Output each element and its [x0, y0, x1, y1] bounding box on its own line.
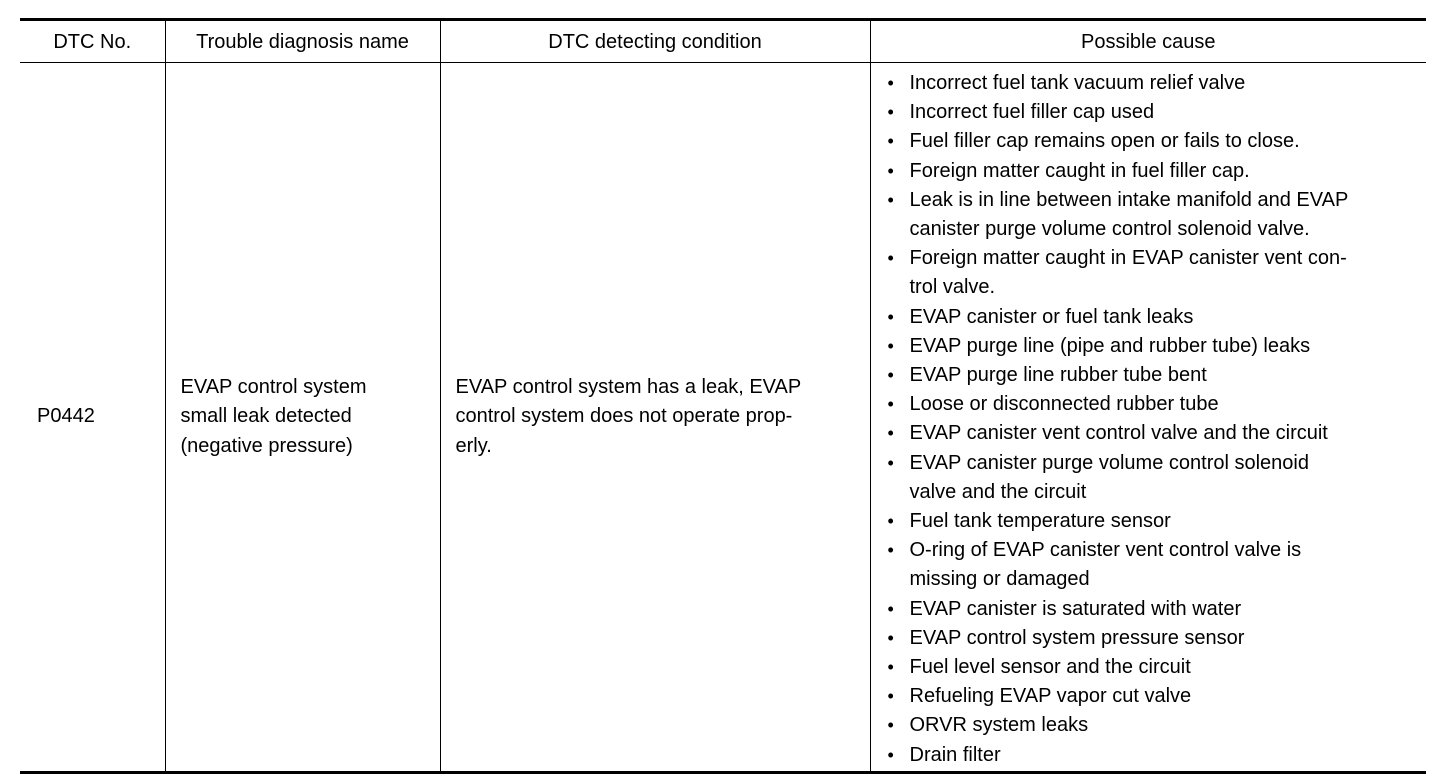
cause-text [910, 419, 1427, 448]
cause-text [910, 157, 1427, 186]
cause-line: Fuel tank temperature sensor [909, 510, 1171, 533]
cause-line: EVAP canister vent control valve and the circuit [909, 422, 1328, 445]
bullet-icon: • [887, 102, 894, 123]
cause-list-item [888, 536, 1427, 594]
cause-list-item [888, 595, 1427, 624]
cause-list-item [888, 244, 1427, 302]
cause-list-item [888, 711, 1427, 740]
bullet-icon: • [887, 73, 894, 93]
cause-line: EVAP purge line (pipe and rubber tube) leaks [909, 334, 1311, 357]
cause-line: EVAP control system pressure sensor [909, 626, 1245, 649]
header-trouble-diagnosis-name: Trouble diagnosis name [165, 20, 440, 63]
cause-line: Foreign matter caught in EVAP canister vent con- [909, 247, 1347, 270]
cause-line: EVAP canister purge volume control solenoid [909, 451, 1309, 474]
cause-list-item [888, 653, 1427, 682]
header-dtc-no: DTC No. [20, 20, 165, 63]
cause-line: valve and the circuit [909, 480, 1087, 503]
bullet-icon: • [887, 131, 894, 152]
cause-list-item [888, 361, 1427, 390]
header-possible-cause: Possible cause [870, 20, 1426, 63]
cause-text [910, 127, 1427, 156]
bullet-icon: • [887, 540, 894, 561]
cause-list-item [888, 449, 1427, 507]
cause-line: O-ring of EVAP canister vent control valve is [909, 539, 1302, 562]
cause-line: EVAP canister or fuel tank leaks [909, 305, 1194, 328]
cause-list-item [888, 186, 1427, 244]
cause-list-item [888, 419, 1427, 448]
trouble-diagnosis-name-cell [165, 63, 440, 773]
cause-text [910, 361, 1427, 390]
cause-text [910, 186, 1427, 244]
cause-text [910, 69, 1427, 98]
bullet-icon: • [887, 686, 894, 707]
dtc-table [20, 18, 1426, 774]
cause-text [910, 507, 1427, 536]
cause-list-item [888, 69, 1427, 98]
bullet-icon: • [887, 715, 894, 736]
header-dtc-detecting-condition: DTC detecting condition [440, 20, 870, 63]
cause-list-item [888, 507, 1427, 536]
cause-text [910, 303, 1427, 332]
cause-line: Drain filter [909, 743, 1001, 766]
cause-line: Incorrect fuel tank vacuum relief valve [909, 72, 1246, 94]
cause-line: EVAP canister is saturated with water [909, 597, 1242, 620]
cause-text [910, 390, 1427, 419]
cause-line: EVAP purge line rubber tube bent [909, 364, 1207, 387]
possible-cause-list [871, 69, 1427, 770]
cause-line: Loose or disconnected rubber tube [909, 393, 1219, 416]
name-line: (negative pressure) [180, 434, 353, 457]
bullet-icon: • [887, 511, 894, 532]
bullet-icon: • [887, 452, 894, 473]
table-header [20, 20, 1426, 63]
condition-line: EVAP control system has a leak, EVAP [455, 376, 802, 399]
cause-line: Refueling EVAP vapor cut valve [909, 685, 1192, 708]
cause-line: trol valve. [909, 276, 996, 299]
cause-text [910, 595, 1427, 624]
detecting-condition-cell [440, 63, 870, 773]
cause-list-item [888, 741, 1427, 770]
cause-text [910, 244, 1427, 302]
cause-list-item [888, 127, 1427, 156]
bullet-icon: • [887, 189, 894, 210]
cause-text [910, 741, 1427, 770]
bullet-icon: • [887, 248, 894, 269]
table-body [20, 63, 1426, 773]
cause-list-item [888, 98, 1427, 127]
name-line: small leak detected [180, 405, 352, 428]
bullet-icon: • [887, 306, 894, 327]
header-row [20, 20, 1426, 63]
cause-line: missing or damaged [909, 568, 1090, 591]
bullet-icon: • [887, 394, 894, 415]
bullet-icon: • [887, 598, 894, 619]
bullet-icon: • [887, 160, 894, 181]
cause-text [910, 682, 1427, 711]
cause-line: Leak is in line between intake manifold and EVAP [909, 188, 1349, 211]
bullet-icon: • [887, 365, 894, 386]
cause-line: ORVR system leaks [909, 714, 1089, 737]
bullet-icon: • [887, 423, 894, 444]
condition-line: control system does not operate prop- [455, 405, 793, 428]
table-row [20, 63, 1426, 773]
bullet-icon: • [887, 744, 894, 765]
cause-line: canister purge volume control solenoid valve. [909, 218, 1310, 241]
cause-list-item [888, 682, 1427, 711]
name-line: EVAP control system [180, 376, 367, 399]
cause-text [910, 98, 1427, 127]
cause-text [910, 536, 1427, 594]
cause-line: Incorrect fuel filler cap used [909, 101, 1155, 124]
possible-cause-cell [870, 63, 1426, 773]
cause-text [910, 332, 1427, 361]
cause-line: Fuel level sensor and the circuit [909, 656, 1191, 679]
condition-line: erly. [455, 434, 492, 457]
cause-text [910, 449, 1427, 507]
cause-list-item [888, 332, 1427, 361]
cause-text [910, 624, 1427, 653]
dtc-number-cell: P0442 [37, 405, 95, 428]
cause-line: Fuel filler cap remains open or fails to close. [909, 130, 1300, 153]
cause-text [910, 653, 1427, 682]
cause-list-item [888, 390, 1427, 419]
cause-line: Foreign matter caught in fuel filler cap. [909, 159, 1250, 182]
cause-list-item [888, 303, 1427, 332]
cause-list-item [888, 157, 1427, 186]
bullet-icon: • [887, 335, 894, 356]
cause-text [910, 711, 1427, 740]
bullet-icon: • [887, 627, 894, 648]
cause-list-item [888, 624, 1427, 653]
bullet-icon: • [887, 657, 894, 678]
